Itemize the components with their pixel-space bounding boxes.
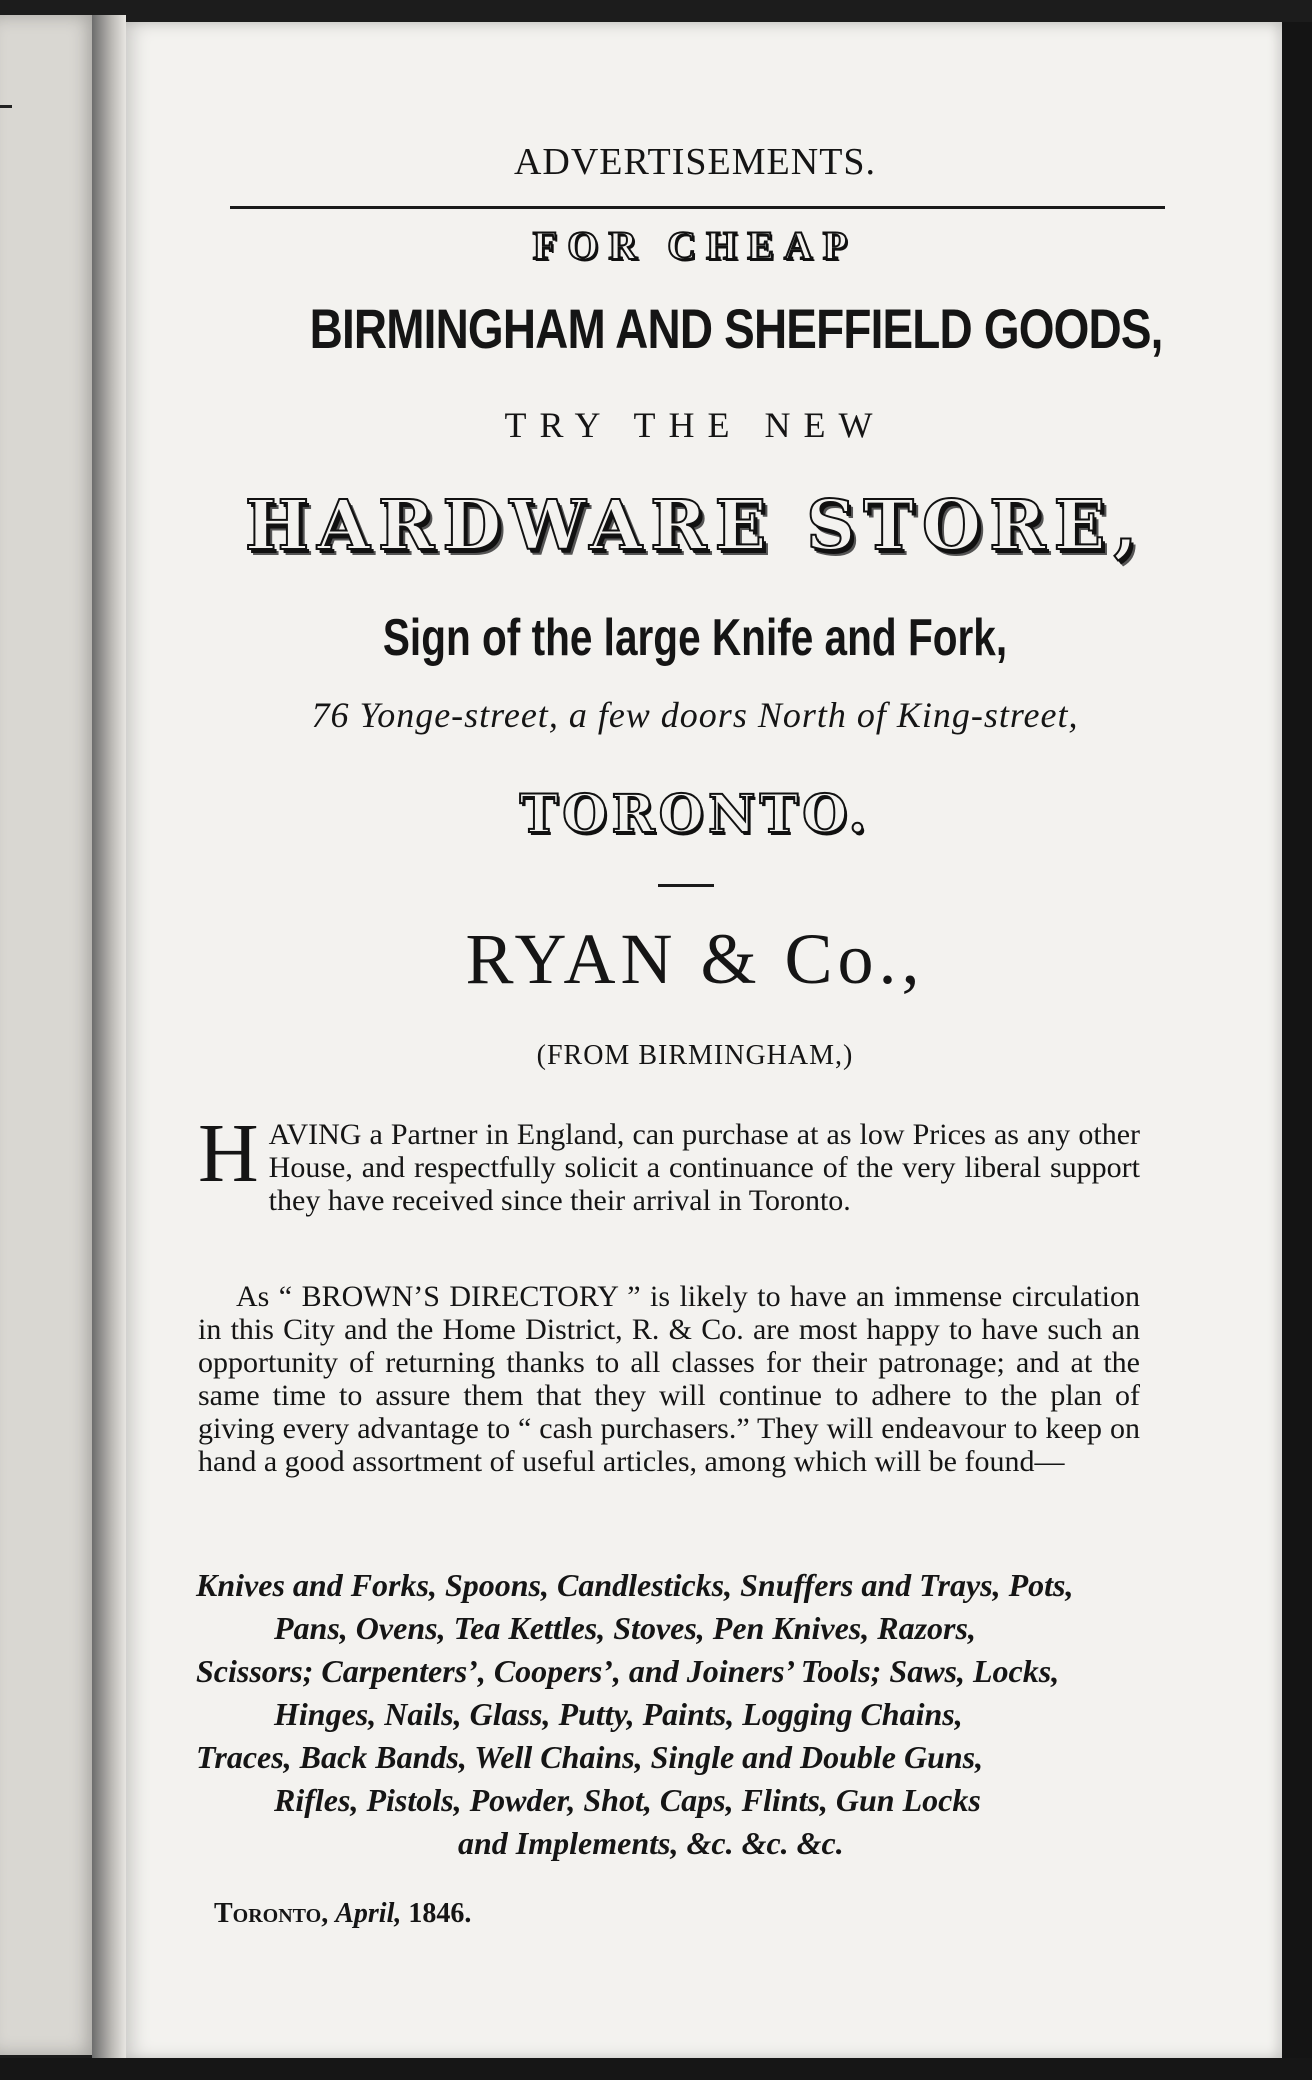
goods-list-line: and Implements, &c. &c. &c.	[458, 1825, 844, 1861]
header-rule	[230, 206, 1165, 209]
try-the-new-line: TRY THE NEW	[504, 405, 886, 445]
page-header: ADVERTISEMENTS.	[513, 141, 877, 183]
goods-list-line: Hinges, Nails, Glass, Putty, Paints, Logging Chains,	[274, 1696, 963, 1732]
goods-list-line: Scissors; Carpenters’, Coopers’, and Joiners’ Tools; Saws, Locks,	[196, 1653, 1060, 1689]
bottom-edge	[0, 2058, 1312, 2080]
firm-name: RYAN & Co.,	[465, 919, 925, 999]
margin-mark	[0, 105, 12, 108]
store-address: 76 Yonge-street, a few doors North of King-street,	[311, 695, 1079, 735]
directory-paragraph: As “ BROWN’S DIRECTORY ” is likely to have an immense circulation in this City and the Home District, R. & Co. are most happy to have such an opportunity of returning thanks to all classes for their patronage; and at the same time to assure them that they will continue to adhere to the plan of giving every advantage to “ cash purchasers.” They will endeavour to keep on hand a good assortment of useful articles, among which will be found—	[198, 1280, 1140, 1478]
goods-list-line: Traces, Back Bands, Well Chains, Single and Double Guns,	[196, 1739, 984, 1775]
dateline	[214, 1898, 471, 1930]
store-sign-line: Sign of the large Knife and Fork,	[382, 609, 1008, 667]
goods-list-line: Pans, Ovens, Tea Kettles, Stoves, Pen Knives, Razors,	[274, 1610, 976, 1646]
intro-paragraph	[198, 1107, 1140, 1217]
facing-page-edge	[0, 15, 103, 2055]
book-spine	[92, 15, 126, 2060]
separator-dash	[658, 884, 714, 887]
store-name: HARDWARE STORE,	[244, 486, 1146, 566]
goods-list-line: Knives and Forks, Spoons, Candlesticks, Snuffers and Trays, Pots,	[196, 1567, 1074, 1603]
intro-paragraph-text: AVING a Partner in England, can purchase at as low Prices as any other House, and respectfully solicit a continuance of the very liberal support they have received since their arrival in Toronto.	[268, 1118, 1140, 1217]
dateline-month: April,	[335, 1898, 402, 1929]
firm-origin: (FROM BIRMINGHAM,)	[536, 1040, 854, 1071]
drop-cap: H	[198, 1107, 259, 1200]
right-page-edge	[1282, 22, 1312, 2060]
goods-heading: BIRMINGHAM AND SHEFFIELD GOODS,	[309, 297, 1163, 360]
dateline-year: 1846.	[408, 1898, 472, 1929]
for-cheap-heading: FOR CHEAP	[532, 223, 858, 268]
dateline-city: Toronto,	[214, 1898, 329, 1929]
city-heading: TORONTO.	[519, 784, 871, 845]
goods-list-line: Rifles, Pistols, Powder, Shot, Caps, Flints, Gun Locks	[274, 1782, 981, 1818]
